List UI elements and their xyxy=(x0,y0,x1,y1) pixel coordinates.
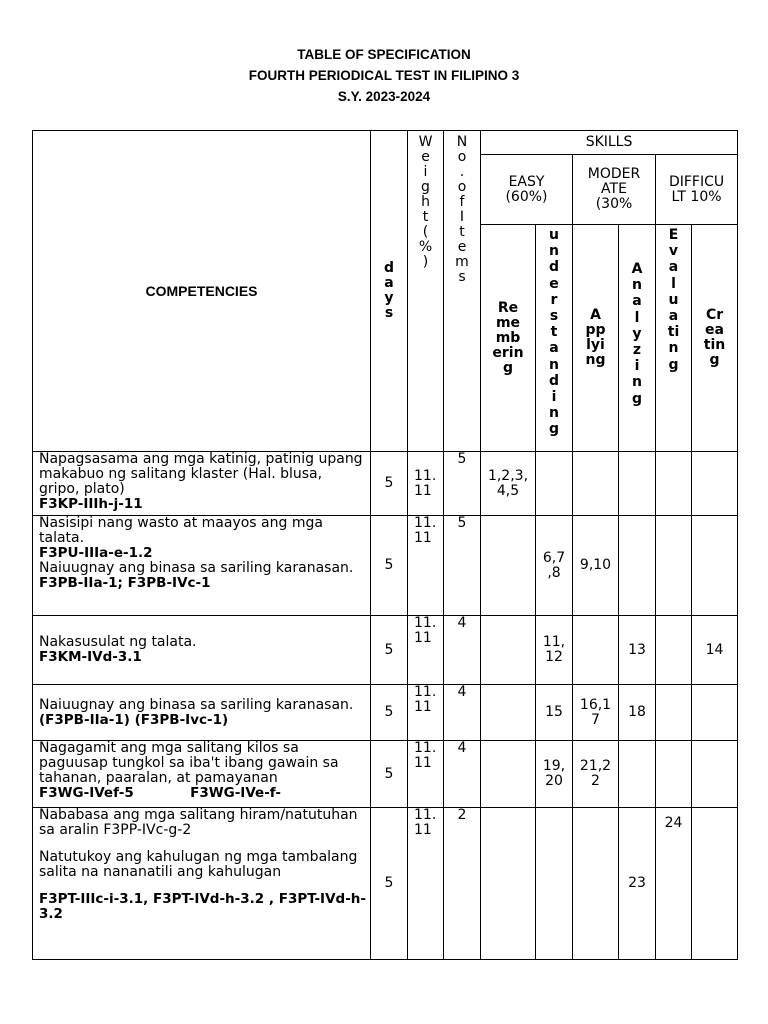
creating-value xyxy=(692,741,738,808)
days-value: 5 xyxy=(371,685,408,741)
applying-value xyxy=(573,616,619,685)
items-value: 2 xyxy=(444,808,481,960)
creating-value xyxy=(692,685,738,741)
analyzing-value: 23 xyxy=(619,808,656,960)
weight-value: 11. 11 xyxy=(408,741,444,808)
applying-value: 16,1 7 xyxy=(573,685,619,741)
competency-code: F3PU-IIIa-e-1.2 xyxy=(39,545,153,561)
analyzing-value xyxy=(619,516,656,616)
weight-value: 11. 11 xyxy=(408,685,444,741)
competency-text: Napagsasama ang mga katinig, patinig upang makabuo ng salitang klaster (Hal. blusa, gripo, plato) xyxy=(39,451,363,497)
competency-code: F3KM-IVd-3.1 xyxy=(39,649,142,665)
moderate-header: MODER ATE (30% xyxy=(573,155,656,225)
analyzing-value xyxy=(619,741,656,808)
understanding-value: 15 xyxy=(536,685,573,741)
difficult-header: DIFFICU LT 10% xyxy=(656,155,738,225)
evaluating-value xyxy=(656,516,692,616)
applying-value: 21,2 2 xyxy=(573,741,619,808)
understanding-header: u n d e r s t a n d i n g xyxy=(536,225,573,452)
title-line-1: TABLE OF SPECIFICATION xyxy=(297,47,471,62)
weight-value: 11. 11 xyxy=(408,516,444,616)
competency-text: Nababasa ang mga salitang hiram/natutuhan sa aralin F3PP-IVc-g-2 xyxy=(39,807,358,838)
analyzing-value: 13 xyxy=(619,616,656,685)
competencies-header: COMPETENCIES xyxy=(33,131,371,452)
competency-text: Nagagamit ang mga salitang kilos sa paguusap tungkol sa iba't ibang gawain sa tahanan, paaralan, at pamayanan xyxy=(39,740,339,786)
table-row xyxy=(33,741,738,808)
remembering-value: 1,2,3, 4,5 xyxy=(481,452,536,516)
specification-table xyxy=(32,130,738,960)
remembering-value xyxy=(481,808,536,960)
easy-header: EASY (60%) xyxy=(481,155,573,225)
evaluating-value xyxy=(656,452,692,516)
items-value: 4 xyxy=(444,616,481,685)
analyzing-value: 18 xyxy=(619,685,656,741)
understanding-value: 11, 12 xyxy=(536,616,573,685)
evaluating-header: E v a l u a ti n g xyxy=(656,225,692,452)
competency-cell xyxy=(33,808,371,960)
competency-cell xyxy=(33,516,371,616)
days-value: 5 xyxy=(371,616,408,685)
understanding-value: 6,7 ,8 xyxy=(536,516,573,616)
table-row xyxy=(33,685,738,741)
competency-cell xyxy=(33,741,371,808)
items-value: 4 xyxy=(444,741,481,808)
competency-text: Nakasusulat ng talata. xyxy=(39,634,197,650)
competency-code: (F3PB-IIa-1) (F3PB-Ivc-1) xyxy=(39,711,229,728)
competency-text-secondary: Naiuugnay ang binasa sa sariling karanasan. xyxy=(39,560,354,576)
items-value: 5 xyxy=(444,516,481,616)
competency-code: F3KP-IIIh-j-11 xyxy=(39,496,143,512)
creating-value: 14 xyxy=(692,616,738,685)
remembering-value xyxy=(481,741,536,808)
days-value: 5 xyxy=(371,452,408,516)
title-line-2: FOURTH PERIODICAL TEST IN FILIPINO 3 xyxy=(248,68,520,83)
evaluating-value xyxy=(656,741,692,808)
analyzing-value xyxy=(619,452,656,516)
days-value: 5 xyxy=(371,808,408,960)
table-row xyxy=(33,616,738,685)
items-header: N o . o f I t e m s xyxy=(444,131,481,452)
competency-code-secondary: F3PT-IIIc-i-3.1, F3PT-IVd-h-3.2 , F3PT-IVd-h-3.2 xyxy=(39,891,367,922)
weight-value: 11. 11 xyxy=(408,452,444,516)
competency-text-secondary: Natutukoy ang kahulugan ng mga tambalang salita na nananatili ang kahulugan xyxy=(39,849,358,880)
skills-header: SKILLS xyxy=(481,131,738,155)
competency-cell xyxy=(33,452,371,516)
weight-value: 11. 11 xyxy=(408,616,444,685)
table-row xyxy=(33,516,738,616)
remembering-value xyxy=(481,516,536,616)
understanding-value xyxy=(536,452,573,516)
document-title-block xyxy=(0,44,768,107)
competency-text: Naiuugnay ang binasa sa sariling karanasan. xyxy=(39,696,354,713)
competency-text: Nasisipi nang wasto at maayos ang mga talata. xyxy=(39,515,323,546)
understanding-value: 19, 20 xyxy=(536,741,573,808)
applying-value xyxy=(573,452,619,516)
evaluating-value xyxy=(656,616,692,685)
competency-cell xyxy=(33,616,371,685)
remembering-value xyxy=(481,685,536,741)
applying-value xyxy=(573,808,619,960)
applying-header: A pp lyi ng xyxy=(573,225,619,452)
creating-value xyxy=(692,516,738,616)
evaluating-value: 24 xyxy=(656,808,692,960)
days-value: 5 xyxy=(371,516,408,616)
weight-value: 11. 11 xyxy=(408,808,444,960)
applying-value: 9,10 xyxy=(573,516,619,616)
table-row xyxy=(33,452,738,516)
competency-cell xyxy=(33,685,371,741)
remembering-header: Re me mb erin g xyxy=(481,225,536,452)
remembering-value xyxy=(481,616,536,685)
competency-code-secondary: F3PB-IIa-1; F3PB-IVc-1 xyxy=(39,575,211,591)
days-value: 5 xyxy=(371,741,408,808)
competency-code: F3WG-IVef-5 F3WG-IVe-f- xyxy=(39,785,282,801)
analyzing-header: A n a l y z i n g xyxy=(619,225,656,452)
understanding-value xyxy=(536,808,573,960)
creating-header: Cr ea tin g xyxy=(692,225,738,452)
evaluating-value xyxy=(656,685,692,741)
creating-value xyxy=(692,808,738,960)
creating-value xyxy=(692,452,738,516)
weight-header: W e i g h t ( % ) xyxy=(408,131,444,452)
title-line-3: S.Y. 2023-2024 xyxy=(337,89,431,104)
items-value: 5 xyxy=(444,452,481,516)
days-header: d a y s xyxy=(371,131,408,452)
table-row xyxy=(33,808,738,960)
items-value: 4 xyxy=(444,685,481,741)
